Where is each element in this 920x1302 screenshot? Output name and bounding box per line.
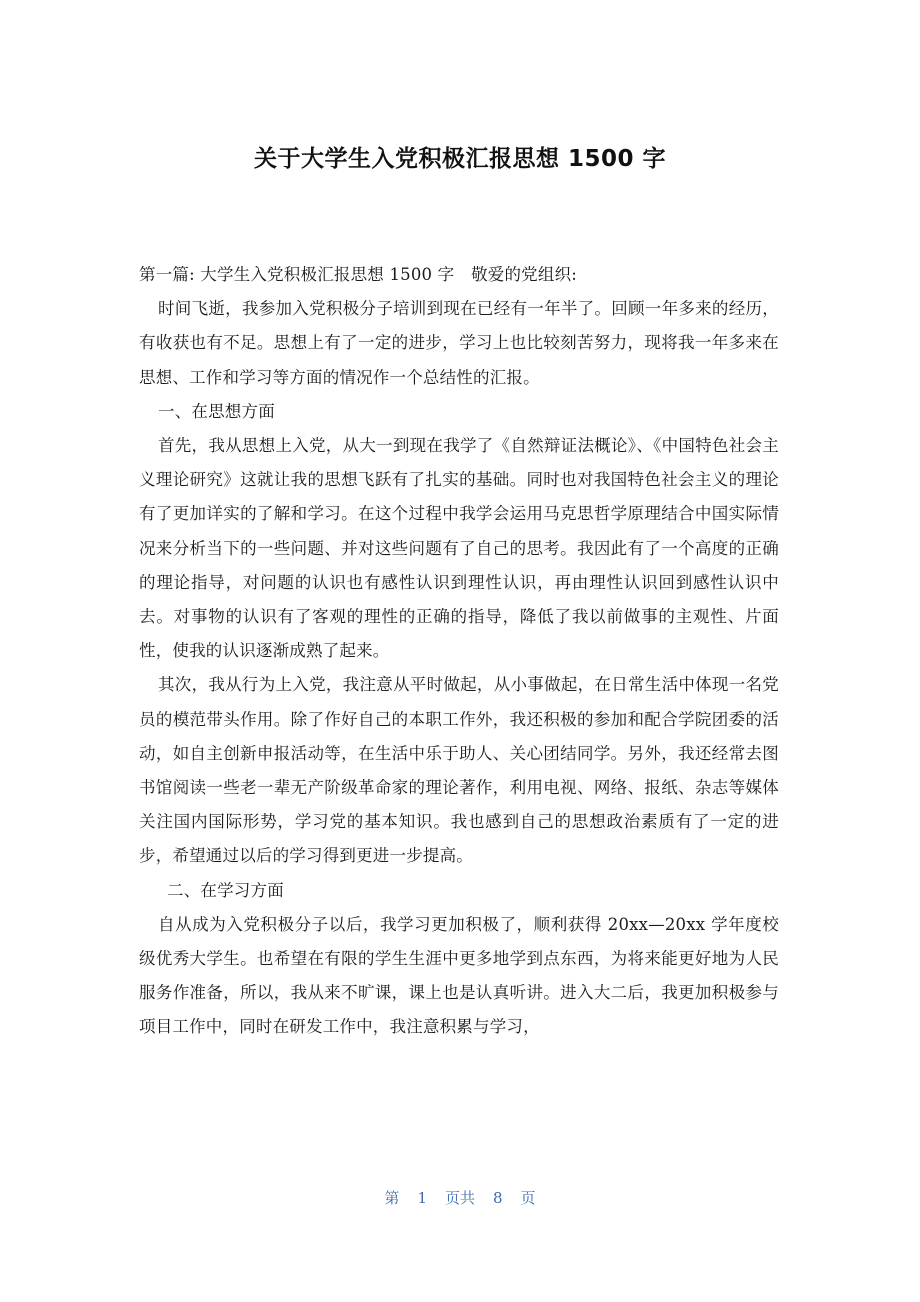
page-current-number: 1 bbox=[417, 1189, 427, 1207]
section-heading-thought: 一、在思想方面 bbox=[158, 401, 275, 421]
paragraph-thought-first: 首先，我从思想上入党，从大一到现在我学了《自然辩证法概论》、《中国特色社会主义理论研究》这就让我的思想飞跃有了扎实的基础。同时也对我国特色社会主义的理论有了更加详实的了解和学习。在这个过程中我学会运用马克思哲学原理结合中国实际情况来分析当下的一些问题、并对这些问题有了自己的思考。我因此有了一个高度的正确的理论指导，对问题的认识也有感性认识到理性认识，再由理性认识回到感性认识中去。对事物的认识有了客观的理性的正确的指导，降低了我以前做事的主观性、片面性，使我的认识逐渐成熟了起来。 bbox=[139, 436, 779, 661]
page-total-number: 8 bbox=[493, 1189, 503, 1207]
paragraph-thought-second: 其次，我从行为上入党，我注意从平时做起，从小事做起，在日常生活中体现一名党员的模范带头作用。除了作好自己的本职工作外，我还积极的参加和配合学院团委的活动，如自主创新申报活动等，在生活中乐于助人、关心团结同学。另外，我还经常去图书馆阅读一些老一辈无产阶级革命家的理论著作，利用电视、网络、报纸、杂志等媒体关注国内国际形势，学习党的基本知识。我也感到自己的思想政治素质有了一定的进步，希望通过以后的学习得到更进一步提高。 bbox=[139, 675, 779, 866]
document-body bbox=[139, 258, 779, 1045]
paragraph-opening: 第一篇: 大学生入党积极汇报思想 1500 字 敬爱的党组织: bbox=[139, 265, 578, 284]
paragraph-intro: 时间飞逝，我参加入党积极分子培训到现在已经有一年半了。回顾一年多来的经历，有收获也有不足。思想上有了一定的进步，学习上也比较刻苦努力，现将我一年多来在思想、工作和学习等方面的情况作一个总结性的汇报。 bbox=[139, 299, 779, 387]
page-middle-label: 页共 bbox=[444, 1189, 475, 1207]
page-suffix-label: 页 bbox=[520, 1189, 536, 1207]
page-footer bbox=[0, 1187, 920, 1208]
section-heading-study: 二、在学习方面 bbox=[167, 880, 284, 900]
document-title: 关于大学生入党积极汇报思想 1500 字 bbox=[253, 146, 667, 172]
paragraph-study: 自从成为入党积极分子以后，我学习更加积极了，顺利获得 20xx—20xx 学年度校级优秀大学生。也希望在有限的学生生涯中更多地学到点东西，为将来能更好地为人民服务作准备，所以，我从来不旷课，课上也是认真听讲。进入大二后，我更加积极参与项目工作中，同时在研发工作中，我注意积累与学习， bbox=[139, 914, 779, 1037]
page-label: 第 bbox=[384, 1189, 400, 1207]
